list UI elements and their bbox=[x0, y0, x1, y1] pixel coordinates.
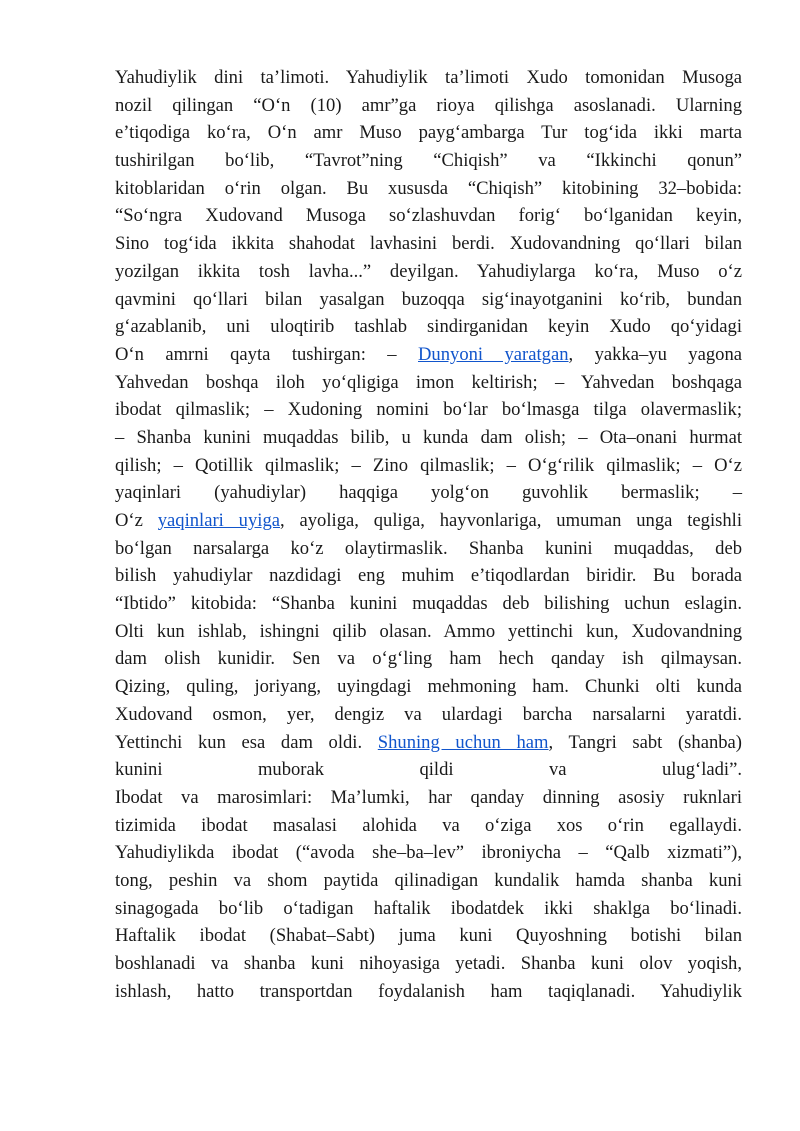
text-line: Olti kun ishlab, ishingni qilib olasan. Ammo yettinchi kun, Xudovandning bbox=[115, 620, 742, 642]
text-line: kunini muborak qildi va ulug‘ladi”. bbox=[115, 759, 742, 781]
text-segment: , yakka–yu yagona bbox=[568, 343, 742, 365]
text-line: qavmini qo‘llari bilan yasalgan buzoqqa sig‘inayotganini ko‘rib, bundan bbox=[115, 288, 742, 310]
text-line: bo‘lgan narsalarga ko‘z olaytirmaslik. Shanba kunini muqaddas, deb bbox=[115, 537, 742, 559]
text-line: ishlash, hatto transportdan foydalanish ham taqiqlanadi. Yahudiylik bbox=[115, 980, 742, 1002]
text-line: bilish yahudiylar nazdidagi eng muhim e’tiqodlardan biridir. Bu borada bbox=[115, 565, 742, 587]
text-line: boshlanadi va shanba kuni nihoyasiga yetadi. Shanba kuni olov yoqish, bbox=[115, 953, 742, 974]
text-line: tizimida ibodat masalasi alohida va o‘ziga xos o‘rin egallaydi. bbox=[115, 814, 742, 836]
text-line: g‘azablanib, uni uloqtirib tashlab sindirganidan keyin Xudo qo‘yidagi bbox=[115, 316, 742, 338]
text-line: “So‘ngra Xudovand Musoga so‘zlashuvdan forig‘ bo‘lganidan keyin, bbox=[115, 205, 742, 227]
text-line: Qizing, quling, joriyang, uyingdagi mehmoning ham. Chunki olti kunda bbox=[115, 676, 742, 698]
text-line: yaqinlari (yahudiylar) haqqiga yolg‘on guvohlik bermaslik; – bbox=[115, 482, 742, 504]
text-line: “Ibtido” kitobida: “Shanba kunini muqaddas deb bilishing uchun eslagin. bbox=[115, 593, 742, 615]
document-body bbox=[115, 64, 742, 1005]
text-line: nozil qilingan “O‘n (10) amr”ga rioya qilishga asoslanadi. Ularning bbox=[115, 94, 742, 116]
hyperlink[interactable]: Dunyoni yaratgan bbox=[418, 343, 569, 365]
text-line: yozilgan ikkita tosh lavha...” deyilgan. Yahudiylarga ko‘ra, Muso o‘z bbox=[115, 260, 742, 282]
text-segment: Yettinchi kun esa dam oldi. bbox=[115, 731, 378, 753]
text-line: tushirilgan bo‘lib, “Tavrot”ning “Chiqish” va “Ikkinchi qonun” bbox=[115, 150, 742, 172]
text-line: Haftalik ibodat (Shabat–Sabt) juma kuni Quyoshning botishi bilan bbox=[115, 925, 742, 947]
text-line: qilish; – Qotillik qilmaslik; – Zino qilmaslik; – O‘g‘rilik qilmaslik; – O‘z bbox=[115, 454, 742, 476]
text-line: sinagogada bo‘lib o‘tadigan haftalik ibodatdek ikki shaklga bo‘linadi. bbox=[115, 897, 742, 919]
text-line bbox=[115, 729, 742, 757]
text-line bbox=[115, 507, 742, 535]
text-line: e’tiqodiga ko‘ra, O‘n amr Muso payg‘ambarga Tur tog‘ida ikki marta bbox=[115, 122, 742, 144]
text-line: Yahudiylik dini ta’limoti. Yahudiylik ta’limoti Xudo tomonidan Musoga bbox=[115, 67, 742, 88]
text-segment: O‘n amrni qayta tushirgan: – bbox=[115, 343, 418, 365]
text-segment: , ayoliga, quliga, hayvonlariga, umuman unga tegishli bbox=[280, 510, 742, 531]
hyperlink[interactable]: yaqinlari uyiga bbox=[157, 510, 280, 531]
text-line: dam olish kunidir. Sen va o‘g‘ling ham hech qanday ish qilmaysan. bbox=[115, 648, 742, 670]
text-line: tong, peshin va shom paytida qilinadigan kundalik hamda shanba kuni bbox=[115, 869, 742, 891]
text-line: Ibodat va marosimlari: Ma’lumki, har qanday dinning asosiy ruknlari bbox=[115, 786, 742, 808]
text-line: kitoblaridan o‘rin olgan. Bu xususda “Chiqish” kitobining 32–bobida: bbox=[115, 177, 742, 199]
text-line bbox=[115, 341, 742, 369]
text-segment: O‘z bbox=[115, 510, 158, 531]
text-line: Sino tog‘ida ikkita shahodat lavhasini berdi. Xudovandning qo‘llari bilan bbox=[115, 233, 742, 255]
text-segment: , Tangri sabt (shanba) bbox=[548, 731, 742, 753]
text-line: Xudovand osmon, yer, dengiz va ulardagi barcha narsalarni yaratdi. bbox=[115, 703, 742, 725]
hyperlink[interactable]: Shuning uchun ham bbox=[377, 731, 549, 753]
text-line: ibodat qilmaslik; – Xudoning nomini bo‘lar bo‘lmasga tilga olavermaslik; bbox=[115, 399, 742, 421]
text-line: Yahvedan boshqa iloh yo‘qligiga imon keltirish; – Yahvedan boshqaga bbox=[115, 371, 742, 393]
text-line: – Shanba kunini muqaddas bilib, u kunda dam olish; – Ota–onani hurmat bbox=[115, 426, 742, 448]
text-line: Yahudiylikda ibodat (“avoda she–ba–lev” ibroniycha – “Qalb xizmati”), bbox=[115, 842, 742, 864]
